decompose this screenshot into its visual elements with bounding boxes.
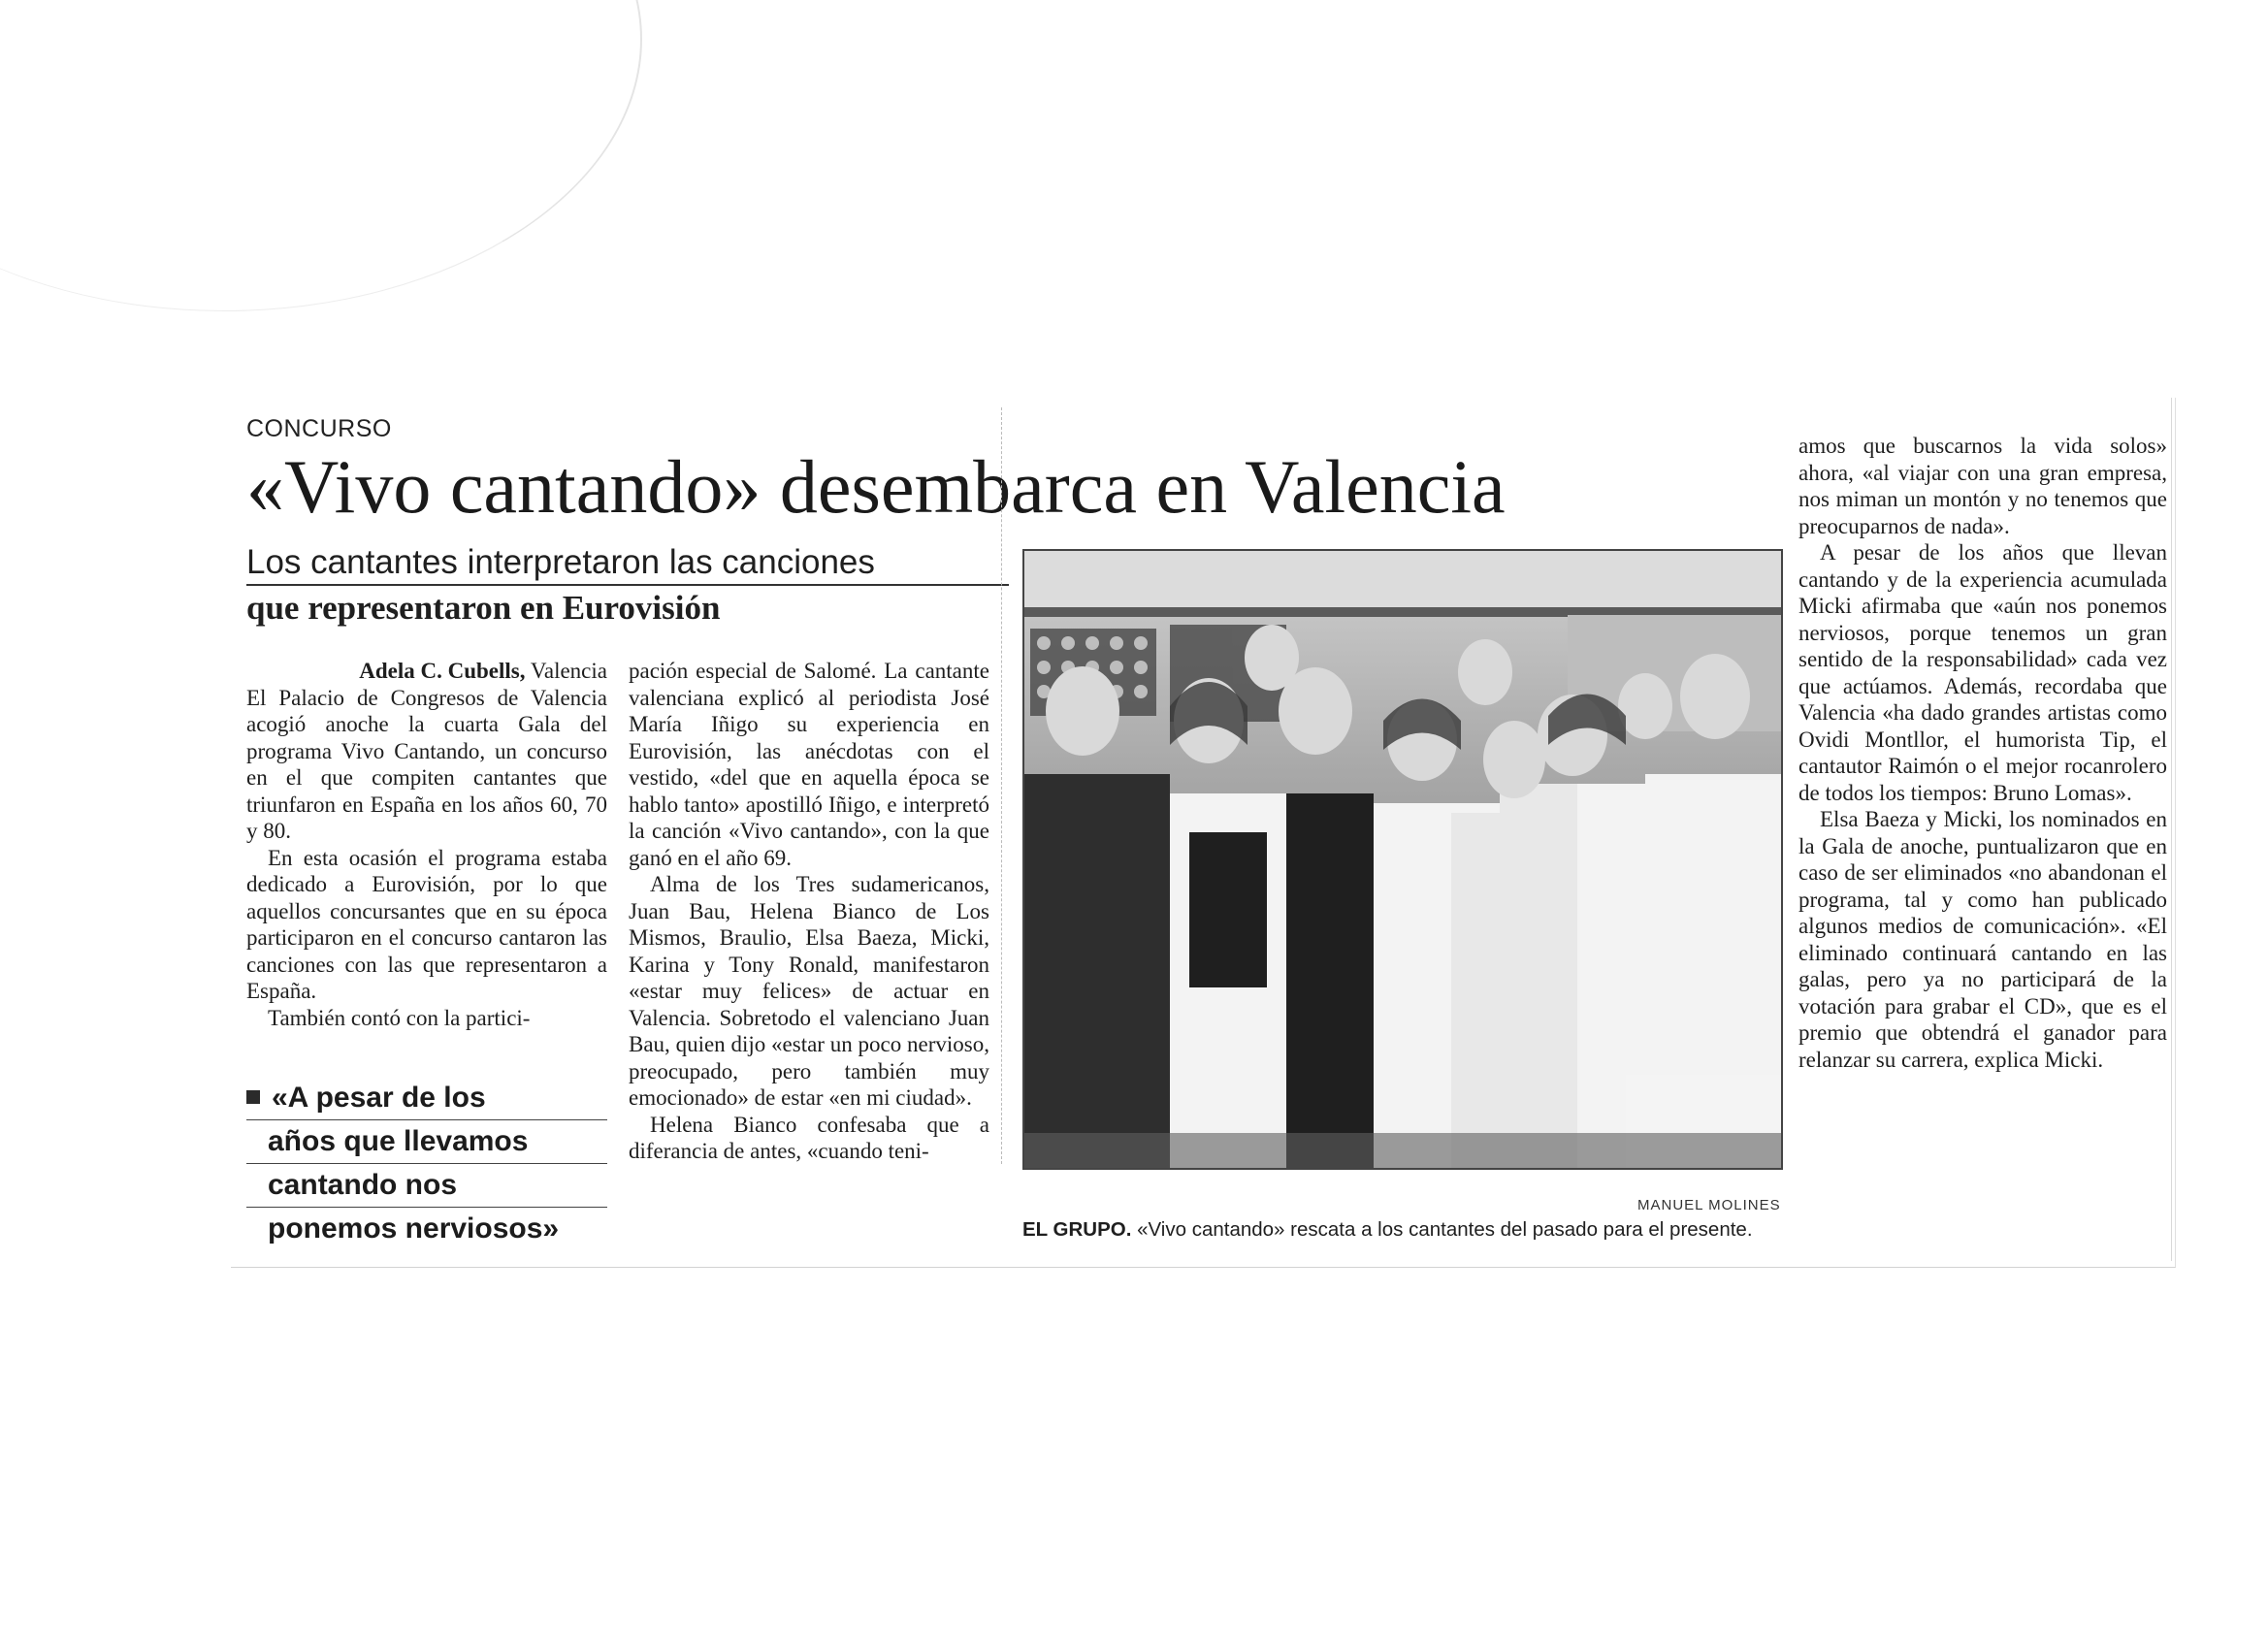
photo-credit: MANUEL MOLINES — [1637, 1197, 1781, 1213]
clipping-edge — [2171, 398, 2173, 1261]
pull-quote-line-4: ponemos nerviosos» — [268, 1212, 560, 1245]
column-1 — [246, 658, 607, 1031]
article-subhead — [246, 543, 1009, 628]
column-3 — [1798, 433, 2167, 1073]
group-photo-image — [1024, 551, 1781, 1168]
column-1-paragraph-1: El Palacio de Congresos de Valencia acogió anoche la cuarta Gala del programa Vivo Cantando, un concurso en el que compiten cantantes que triunfaron en España en los años 60, 70 y 80. — [246, 685, 607, 843]
photo-caption — [1022, 1218, 1798, 1242]
byline-name: Adela C. Cubells, — [359, 659, 526, 683]
subhead-line-2: que representaron en Eurovisión — [246, 589, 721, 627]
column-3-paragraph-3: Elsa Baeza y Micki, los nominados en la Gala de anoche, puntualizaron que en caso de ser eliminados «no abandonan el programa, tal y como han publicado algunos medios de comunicación». «El eliminado continuará cantando en las galas, pero ya no participará de la votación para grabar el CD», que es el premio que obtendrá el ganador para relanzar su carrera, explica Micki. — [1798, 807, 2167, 1072]
section-label: CONCURSO — [246, 415, 392, 442]
pull-quote-text-1: «A pesar de los — [272, 1082, 486, 1114]
column-1-paragraph-3: También contó con la partici- — [268, 1005, 531, 1030]
column-2-paragraph-2: Alma de los Tres sudamericanos, Juan Bau, Helena Bianco de Los Mismos, Braulio, Elsa Baeza, Micki, Karina y Tony Ronald, manifestaron «estar muy felices» de actuar en Valencia. Sobretodo el valenciano Juan Bau, quien dijo «estar un poco nervioso, preocupado, pero también muy emocionado» de estar «en mi ciudad». — [629, 872, 989, 1110]
column-divider — [1001, 407, 1003, 1164]
caption-text: «Vivo cantando» rescata a los cantantes del pasado para el presente. — [1137, 1218, 1753, 1241]
pull-quote-line-3: cantando nos — [246, 1164, 607, 1208]
group-photo — [1022, 549, 1783, 1170]
pull-quote-line-1 — [246, 1077, 607, 1120]
square-bullet-icon — [246, 1090, 260, 1104]
column-2 — [629, 658, 989, 1165]
byline-city: Valencia — [530, 659, 607, 683]
column-2-paragraph-1: pación especial de Salomé. La cantante valenciana explicó al periodista José María Iñigo su experiencia en Eurovisión, las anécdotas con el vestido, «del que en aquella época se hablo tanto» apostilló Iñigo, e interpretó la canción «Vivo cantando», con la que ganó en el año 69. — [629, 659, 989, 870]
caption-lead: EL GRUPO. — [1022, 1218, 1132, 1241]
column-3-paragraph-1: amos que buscarnos la vida solos» ahora, «al viajar con una gran empresa, nos miman un montón y no tenemos que preocuparnos de nada». — [1798, 434, 2167, 538]
column-1-paragraph-2: En esta ocasión el programa estaba dedicado a Eurovisión, por lo que aquellos concursantes que en su época participaron en el concurso cantaron las canciones con las que representaron a España. — [246, 845, 607, 1003]
scan-edge-shadow — [0, 0, 642, 311]
article-headline: «Vivo cantando» desembarca en Valencia — [246, 444, 1506, 529]
subhead-line-1: Los cantantes interpretaron las canciones — [246, 543, 1009, 586]
column-2-paragraph-3: Helena Bianco confesaba que a diferancia de antes, «cuando teni- — [629, 1112, 989, 1163]
pull-quote-line-2: años que llevamos — [246, 1120, 607, 1164]
newspaper-clipping — [231, 398, 2176, 1268]
pull-quote — [246, 1077, 607, 1250]
column-3-paragraph-2: A pesar de los años que llevan cantando y de la experiencia acumulada Micki afirmaba que «aún nos ponemos nerviosos, porque tenemos un gran sentido de la responsabilidad» cada vez que actúamos. Además, recordaba que Valencia «ha dado grandes artistas como Ovidi Montllor, el humorista Tip, el cantautor Raimón o el mejor rocanrolero de todos los tiempos: Bruno Lomas». — [1798, 540, 2167, 805]
